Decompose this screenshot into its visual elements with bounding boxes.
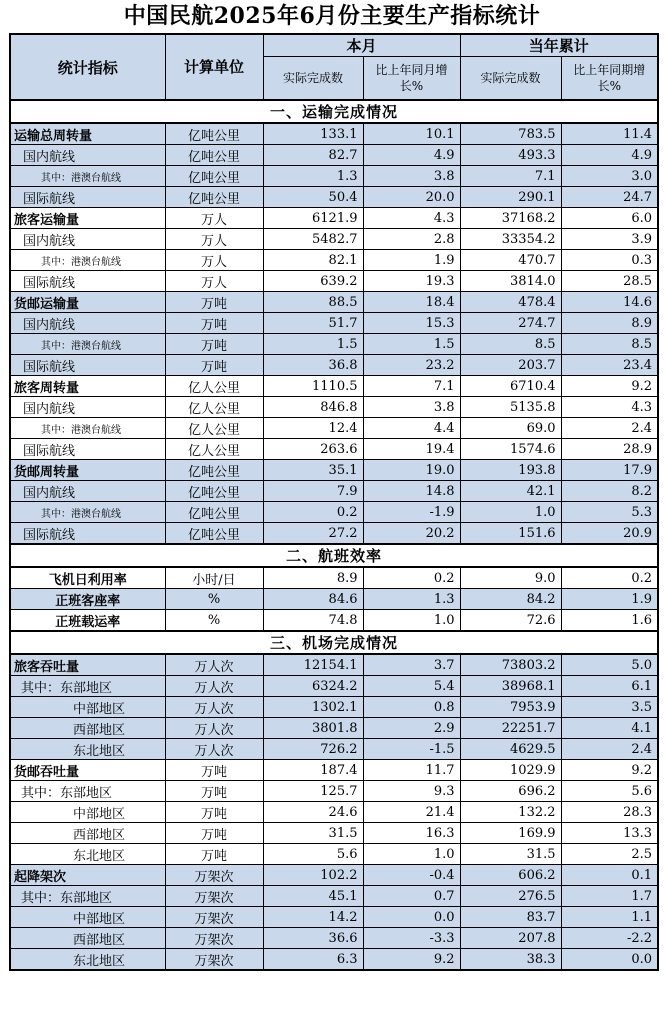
ytd-actual-cell: 7953.9 [460,697,561,718]
unit-cell: 亿吨公里 [165,523,263,545]
month-actual-cell: 3801.8 [263,718,363,739]
month-yoy-cell: 3.7 [363,654,460,676]
indicator-cell: 正班载运率 [10,610,165,632]
ytd-yoy-cell: 20.9 [561,523,658,545]
unit-cell: 万吨 [165,781,263,802]
ytd-yoy-cell: 5.0 [561,654,658,676]
unit-cell: 亿吨公里 [165,145,263,166]
table-header [10,34,658,100]
month-actual-cell: 14.2 [263,907,363,928]
ytd-actual-cell: 73803.2 [460,654,561,676]
unit-cell: % [165,610,263,632]
month-actual-cell: 0.2 [263,502,363,523]
month-yoy-cell: 4.3 [363,208,460,229]
indicator-cell: 中部地区 [10,697,165,718]
table-row [10,418,658,439]
unit-cell: 万吨 [165,802,263,823]
ytd-yoy-cell: 1.1 [561,907,658,928]
header-ytd: 当年累计 [460,34,658,57]
ytd-yoy-cell: 9.2 [561,760,658,781]
month-actual-cell: 12154.1 [263,654,363,676]
ytd-actual-cell: 38.3 [460,949,561,971]
ytd-actual-cell: 470.7 [460,250,561,271]
ytd-yoy-cell: 0.2 [561,567,658,589]
indicator-cell: 货邮运输量 [10,292,165,313]
ytd-yoy-cell: 8.9 [561,313,658,334]
indicator-cell: 西部地区 [10,718,165,739]
table-row [10,844,658,865]
ytd-actual-cell: 151.6 [460,523,561,545]
section-heading: 一、运输完成情况 [10,100,658,123]
section-heading-row [10,631,658,654]
unit-cell: 万人次 [165,654,263,676]
ytd-yoy-cell: 4.9 [561,145,658,166]
table-row [10,376,658,397]
ytd-actual-cell: 783.5 [460,123,561,145]
ytd-actual-cell: 6710.4 [460,376,561,397]
month-actual-cell: 1.5 [263,334,363,355]
ytd-yoy-cell: 2.5 [561,844,658,865]
month-actual-cell: 187.4 [263,760,363,781]
ytd-yoy-cell: 3.0 [561,166,658,187]
indicator-cell: 国内航线 [10,313,165,334]
ytd-actual-cell: 169.9 [460,823,561,844]
month-actual-cell: 1.3 [263,166,363,187]
table-row [10,697,658,718]
ytd-actual-cell: 4629.5 [460,739,561,760]
ytd-yoy-cell: 4.3 [561,397,658,418]
month-yoy-cell: -3.3 [363,928,460,949]
unit-cell: 万人次 [165,676,263,697]
month-actual-cell: 74.8 [263,610,363,632]
section-heading: 二、航班效率 [10,544,658,567]
table-row [10,802,658,823]
indicator-cell: 国内航线 [10,481,165,502]
table-row [10,439,658,460]
indicator-cell: 国际航线 [10,271,165,292]
table-row [10,523,658,545]
ytd-actual-cell: 72.6 [460,610,561,632]
month-yoy-cell: 5.4 [363,676,460,697]
indicator-cell: 旅客吞吐量 [10,654,165,676]
month-actual-cell: 50.4 [263,187,363,208]
unit-cell: 万人 [165,229,263,250]
ytd-yoy-cell: 13.3 [561,823,658,844]
month-actual-cell: 24.6 [263,802,363,823]
month-actual-cell: 102.2 [263,865,363,886]
unit-cell: 小时/日 [165,567,263,589]
section-heading: 三、机场完成情况 [10,631,658,654]
month-yoy-cell: 7.1 [363,376,460,397]
table-row [10,502,658,523]
table-row [10,654,658,676]
table-row [10,229,658,250]
unit-cell: 亿吨公里 [165,460,263,481]
ytd-yoy-cell: 6.1 [561,676,658,697]
month-yoy-cell: 10.1 [363,123,460,145]
month-yoy-cell: 14.8 [363,481,460,502]
month-actual-cell: 125.7 [263,781,363,802]
indicator-cell: 东北地区 [10,844,165,865]
month-yoy-cell: 20.2 [363,523,460,545]
indicator-cell: 起降架次 [10,865,165,886]
month-yoy-cell: 19.0 [363,460,460,481]
month-actual-cell: 263.6 [263,439,363,460]
ytd-actual-cell: 207.8 [460,928,561,949]
month-yoy-cell: 1.5 [363,334,460,355]
table-row [10,865,658,886]
month-actual-cell: 8.9 [263,567,363,589]
month-yoy-cell: 0.2 [363,567,460,589]
unit-cell: 万人 [165,271,263,292]
ytd-yoy-cell: 28.9 [561,439,658,460]
ytd-actual-cell: 8.5 [460,334,561,355]
month-actual-cell: 639.2 [263,271,363,292]
ytd-actual-cell: 1.0 [460,502,561,523]
month-actual-cell: 6324.2 [263,676,363,697]
table-row [10,589,658,610]
table-row [10,292,658,313]
unit-cell: 万架次 [165,949,263,971]
table-row [10,886,658,907]
indicator-cell: 国内航线 [10,145,165,166]
month-yoy-cell: 11.7 [363,760,460,781]
month-yoy-cell: 19.3 [363,271,460,292]
ytd-yoy-cell: 8.2 [561,481,658,502]
month-yoy-cell: -1.5 [363,739,460,760]
header-ytd-yoy: 比上年同期增长% [561,57,658,101]
month-actual-cell: 846.8 [263,397,363,418]
month-actual-cell: 1302.1 [263,697,363,718]
header-indicator: 统计指标 [10,34,165,100]
indicator-cell: 货邮周转量 [10,460,165,481]
month-yoy-cell: -1.9 [363,502,460,523]
table-row [10,250,658,271]
indicator-cell: 其中：港澳台航线 [10,334,165,355]
month-yoy-cell: 2.9 [363,718,460,739]
section-heading-row [10,100,658,123]
unit-cell: 万架次 [165,907,263,928]
table-row [10,949,658,971]
table-row [10,334,658,355]
unit-cell: 万人 [165,250,263,271]
month-yoy-cell: 3.8 [363,397,460,418]
ytd-actual-cell: 1574.6 [460,439,561,460]
indicator-cell: 国际航线 [10,355,165,376]
month-actual-cell: 51.7 [263,313,363,334]
ytd-yoy-cell: 24.7 [561,187,658,208]
unit-cell: 万人次 [165,697,263,718]
ytd-actual-cell: 203.7 [460,355,561,376]
table-row [10,823,658,844]
indicator-cell: 东北地区 [10,739,165,760]
indicator-cell: 国际航线 [10,187,165,208]
table-row [10,187,658,208]
table-row [10,739,658,760]
table-row [10,271,658,292]
table-row [10,208,658,229]
ytd-yoy-cell: 5.3 [561,502,658,523]
page-title: 中国民航2025年6月份主要生产指标统计 [123,3,541,29]
month-actual-cell: 88.5 [263,292,363,313]
unit-cell: 亿人公里 [165,418,263,439]
ytd-actual-cell: 132.2 [460,802,561,823]
unit-cell: 亿人公里 [165,439,263,460]
unit-cell: 亿吨公里 [165,481,263,502]
ytd-actual-cell: 193.8 [460,460,561,481]
ytd-yoy-cell: 8.5 [561,334,658,355]
indicator-cell: 其中：港澳台航线 [10,502,165,523]
month-actual-cell: 36.6 [263,928,363,949]
indicator-cell: 其中：港澳台航线 [10,250,165,271]
indicator-cell: 其中：东部地区 [10,886,165,907]
month-yoy-cell: 9.3 [363,781,460,802]
month-yoy-cell: 20.0 [363,187,460,208]
ytd-actual-cell: 38968.1 [460,676,561,697]
unit-cell: 万吨 [165,313,263,334]
indicator-cell: 西部地区 [10,823,165,844]
unit-cell: 万人 [165,208,263,229]
ytd-actual-cell: 5135.8 [460,397,561,418]
month-yoy-cell: 15.3 [363,313,460,334]
header-current-month: 本月 [263,34,460,57]
ytd-yoy-cell: 5.6 [561,781,658,802]
section-heading-row [10,544,658,567]
ytd-actual-cell: 31.5 [460,844,561,865]
unit-cell: 万吨 [165,844,263,865]
unit-cell: 亿吨公里 [165,187,263,208]
month-yoy-cell: 4.9 [363,145,460,166]
ytd-actual-cell: 478.4 [460,292,561,313]
ytd-actual-cell: 9.0 [460,567,561,589]
table-row [10,781,658,802]
unit-cell: 万架次 [165,886,263,907]
month-yoy-cell: 1.0 [363,610,460,632]
statistics-table [9,33,659,971]
month-yoy-cell: 9.2 [363,949,460,971]
table-row [10,676,658,697]
ytd-yoy-cell: 1.9 [561,589,658,610]
header-ytd-actual: 实际完成数 [460,57,561,101]
month-actual-cell: 82.7 [263,145,363,166]
month-yoy-cell: 2.8 [363,229,460,250]
ytd-yoy-cell: 9.2 [561,376,658,397]
month-actual-cell: 5482.7 [263,229,363,250]
unit-cell: 万吨 [165,292,263,313]
month-actual-cell: 36.8 [263,355,363,376]
table-row [10,397,658,418]
table-row [10,123,658,145]
ytd-actual-cell: 33354.2 [460,229,561,250]
indicator-cell: 旅客运输量 [10,208,165,229]
ytd-actual-cell: 69.0 [460,418,561,439]
ytd-yoy-cell: 3.5 [561,697,658,718]
unit-cell: % [165,589,263,610]
month-yoy-cell: 1.3 [363,589,460,610]
unit-cell: 亿人公里 [165,397,263,418]
month-yoy-cell: 0.0 [363,907,460,928]
month-actual-cell: 5.6 [263,844,363,865]
month-yoy-cell: -0.4 [363,865,460,886]
month-yoy-cell: 19.4 [363,439,460,460]
month-actual-cell: 82.1 [263,250,363,271]
month-yoy-cell: 1.9 [363,250,460,271]
ytd-yoy-cell: 3.9 [561,229,658,250]
month-yoy-cell: 23.2 [363,355,460,376]
month-actual-cell: 84.6 [263,589,363,610]
indicator-cell: 其中：东部地区 [10,781,165,802]
ytd-yoy-cell: 1.6 [561,610,658,632]
indicator-cell: 中部地区 [10,907,165,928]
ytd-actual-cell: 276.5 [460,886,561,907]
table-row [10,145,658,166]
ytd-yoy-cell: 0.1 [561,865,658,886]
month-actual-cell: 6121.9 [263,208,363,229]
month-actual-cell: 726.2 [263,739,363,760]
table-body [10,100,658,970]
ytd-yoy-cell: 11.4 [561,123,658,145]
unit-cell: 万吨 [165,355,263,376]
table-row [10,567,658,589]
ytd-actual-cell: 606.2 [460,865,561,886]
table-row [10,718,658,739]
month-actual-cell: 6.3 [263,949,363,971]
ytd-yoy-cell: 2.4 [561,418,658,439]
ytd-yoy-cell: 0.3 [561,250,658,271]
ytd-yoy-cell: 17.9 [561,460,658,481]
ytd-actual-cell: 42.1 [460,481,561,502]
indicator-cell: 国际航线 [10,439,165,460]
ytd-actual-cell: 7.1 [460,166,561,187]
ytd-actual-cell: 1029.9 [460,760,561,781]
month-yoy-cell: 0.8 [363,697,460,718]
ytd-yoy-cell: 28.3 [561,802,658,823]
ytd-actual-cell: 22251.7 [460,718,561,739]
table-row [10,928,658,949]
unit-cell: 万吨 [165,823,263,844]
indicator-cell: 其中：东部地区 [10,676,165,697]
month-actual-cell: 27.2 [263,523,363,545]
ytd-yoy-cell: 0.0 [561,949,658,971]
indicator-cell: 货邮吞吐量 [10,760,165,781]
header-month-actual: 实际完成数 [263,57,363,101]
ytd-yoy-cell: 2.4 [561,739,658,760]
month-yoy-cell: 0.7 [363,886,460,907]
indicator-cell: 旅客周转量 [10,376,165,397]
month-actual-cell: 31.5 [263,823,363,844]
month-actual-cell: 7.9 [263,481,363,502]
ytd-yoy-cell: 6.0 [561,208,658,229]
indicator-cell: 正班客座率 [10,589,165,610]
indicator-cell: 中部地区 [10,802,165,823]
ytd-yoy-cell: 14.6 [561,292,658,313]
unit-cell: 亿吨公里 [165,166,263,187]
unit-cell: 万架次 [165,865,263,886]
unit-cell: 亿吨公里 [165,123,263,145]
ytd-yoy-cell: 4.1 [561,718,658,739]
month-yoy-cell: 1.0 [363,844,460,865]
ytd-actual-cell: 696.2 [460,781,561,802]
indicator-cell: 其中：港澳台航线 [10,166,165,187]
month-actual-cell: 45.1 [263,886,363,907]
unit-cell: 万人次 [165,739,263,760]
month-yoy-cell: 21.4 [363,802,460,823]
table-row [10,481,658,502]
month-yoy-cell: 4.4 [363,418,460,439]
month-actual-cell: 35.1 [263,460,363,481]
unit-cell: 万吨 [165,760,263,781]
table-row [10,460,658,481]
ytd-actual-cell: 290.1 [460,187,561,208]
month-actual-cell: 1110.5 [263,376,363,397]
indicator-cell: 国内航线 [10,397,165,418]
table-row [10,907,658,928]
table-row [10,760,658,781]
unit-cell: 亿人公里 [165,376,263,397]
table-row [10,355,658,376]
ytd-yoy-cell: 23.4 [561,355,658,376]
ytd-actual-cell: 493.3 [460,145,561,166]
ytd-actual-cell: 83.7 [460,907,561,928]
indicator-cell: 国内航线 [10,229,165,250]
table-row [10,313,658,334]
ytd-yoy-cell: -2.2 [561,928,658,949]
ytd-yoy-cell: 28.5 [561,271,658,292]
indicator-cell: 飞机日利用率 [10,567,165,589]
ytd-actual-cell: 37168.2 [460,208,561,229]
unit-cell: 亿吨公里 [165,502,263,523]
ytd-actual-cell: 3814.0 [460,271,561,292]
table-row [10,166,658,187]
month-yoy-cell: 16.3 [363,823,460,844]
month-actual-cell: 12.4 [263,418,363,439]
ytd-actual-cell: 84.2 [460,589,561,610]
ytd-actual-cell: 274.7 [460,313,561,334]
unit-cell: 万人次 [165,718,263,739]
indicator-cell: 运输总周转量 [10,123,165,145]
table-row [10,610,658,632]
month-yoy-cell: 18.4 [363,292,460,313]
ytd-yoy-cell: 1.7 [561,886,658,907]
header-unit: 计算单位 [165,34,263,100]
indicator-cell: 国际航线 [10,523,165,545]
month-yoy-cell: 3.8 [363,166,460,187]
month-actual-cell: 133.1 [263,123,363,145]
indicator-cell: 其中：港澳台航线 [10,418,165,439]
header-month-yoy: 比上年同月增长% [363,57,460,101]
indicator-cell: 西部地区 [10,928,165,949]
unit-cell: 万架次 [165,928,263,949]
unit-cell: 万吨 [165,334,263,355]
indicator-cell: 东北地区 [10,949,165,971]
